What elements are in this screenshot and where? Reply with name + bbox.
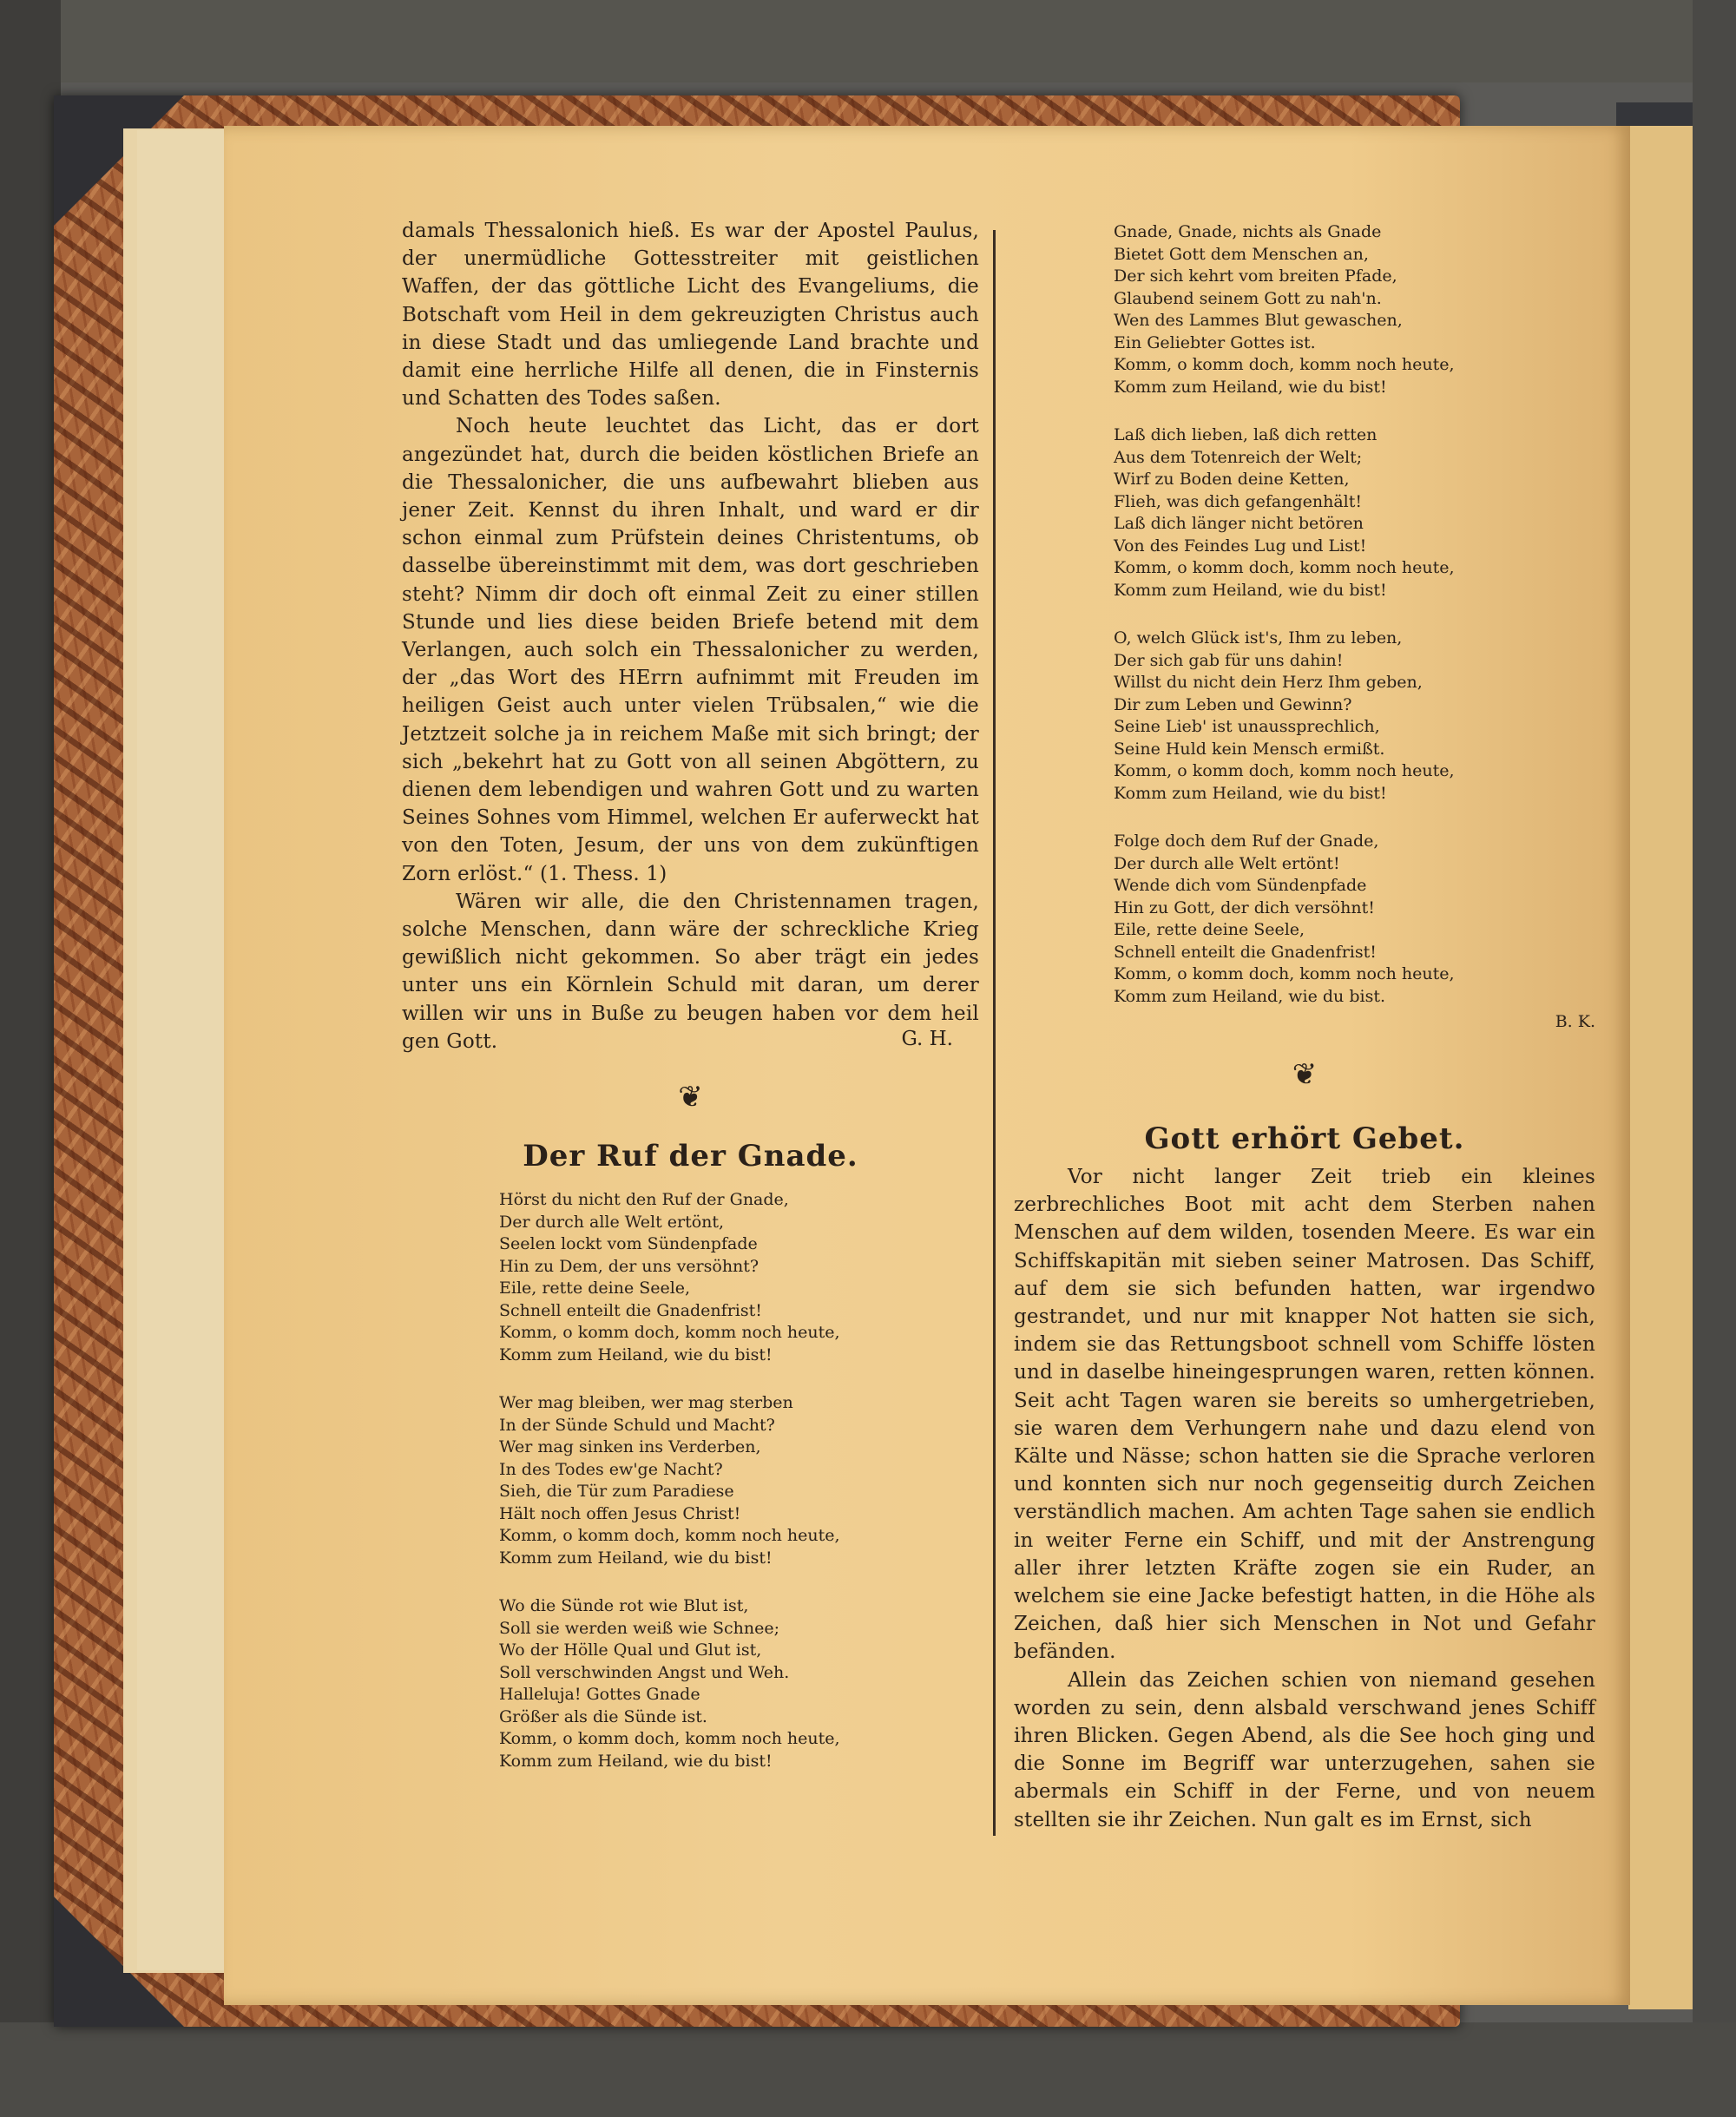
scanner-background-top (0, 0, 1736, 82)
poem-line: Komm zum Heiland, wie du bist! (1114, 783, 1387, 803)
poem-signature: B. K. (1555, 1012, 1595, 1031)
poem-line: Halleluja! Gottes Gnade (499, 1685, 700, 1705)
left-column (402, 217, 979, 1798)
author-signature: G. H. (901, 1028, 953, 1051)
poem-line: Von des Feindes Lug und List! (1114, 536, 1367, 556)
section-ornament: ❦ (678, 1080, 703, 1115)
poem-line: Der sich kehrt vom breiten Pfade, (1114, 266, 1397, 286)
article-paragraph: Wären wir alle, die den Christennamen tragen, solche Menschen, dann wäre der schreckliche Krieg gewißlich nicht gekommen. So aber trägt ein jedes unter uns ein Körnlein Schuld mit daran, um derer willen wir uns in Buße zu beugen haben vor dem heil gen Gott. (402, 890, 979, 1053)
poem-stanza (499, 1189, 979, 1366)
poem-line: In des Todes ew'ge Nacht? (499, 1459, 723, 1479)
poem-stanza (499, 1392, 979, 1569)
poem-line: Komm zum Heiland, wie du bist! (1114, 580, 1387, 600)
poem-line: Komm zum Heiland, wie du bist! (499, 1344, 773, 1364)
article-paragraph: damals Thessalonich hieß. Es war der Apostel Paulus, der unermüdliche Gottesstreiter mit geistlichen Waffen, der das göttliche Licht des Evangeliums, die Botschaft vom Heil in dem gekreuzigten Christus auch in diese Stadt und das umliegende Land brachte und damit eine herrliche Hilfe all denen, die in Finsternis und Schatten des Todes saßen. (402, 220, 979, 411)
poem-line: Der durch alle Welt ertönt, (499, 1212, 725, 1232)
poem-line: Folge doch dem Ruf der Gnade, (1114, 832, 1379, 851)
poem-line: Komm, o komm doch, komm noch heute, (1114, 558, 1455, 577)
scanner-background-right (1693, 0, 1736, 2117)
poem-line: Komm, o komm doch, komm noch heute, (1114, 355, 1455, 374)
poem-stanza (499, 1595, 979, 1772)
poem-line: Aus dem Totenreich der Welt; (1114, 447, 1363, 467)
poem-line: Komm, o komm doch, komm noch heute, (499, 1729, 840, 1749)
poem-title: Der Ruf der Gnade. (523, 1139, 858, 1174)
poem-line: Komm zum Heiland, wie du bist! (499, 1548, 773, 1568)
poem-line: Flieh, was dich gefangenhält! (1114, 491, 1362, 511)
poem-line: Schnell enteilt die Gnadenfrist! (1114, 942, 1377, 962)
poem-line: Schnell enteilt die Gnadenfrist! (499, 1300, 762, 1320)
poem-line: Hörst du nicht den Ruf der Gnade, (499, 1190, 789, 1210)
article-paragraph: Allein das Zeichen schien von niemand gesehen worden zu sein, denn alsbald verschwand jenes Schiff ihren Blicken. Gegen Abend, als die See hoch ging und die Sonne im Begriff war unterzugehen, sahen sie abermals ein Schiff in der Ferne, und von neuem stellten sie ihr Zeichen. Nun galt es im Ernst, sich (1014, 1668, 1595, 1831)
poem-line: O, welch Glück ist's, Ihm zu leben, (1114, 628, 1403, 648)
article-paragraph: Noch heute leuchtet das Licht, das er dort angezündet hat, durch die beiden köstlichen Briefe an die Thessalonicher, die uns aufbewahrt blieben aus jener Zeit. Kennst du ihren Inhalt, und ward er dir schon einmal zum Prüfstein deines Christentums, ob dasselbe übereinstimmt mit dem, was dort geschrieben steht? Nimm dir doch oft einmal Zeit zu einer stillen Stunde und lies diese beiden Briefe betend mit dem Verlangen, auch solch ein Thessalonicher zu werden, der „das Wort des HErrn aufnimmt mit Freuden im heiligen Geist auch unter vielen Trübsalen,“ wie die Jetztzeit solche ja in reichem Maße mit sich bringt; der sich „bekehrt hat zu Gott von all seinen Abgöttern, zu dienen dem lebendigen und wahren Gott und zu warten Seines Sohnes vom Himmel, welchen Er auferweckt hat von den Toten, Jesum, der uns von dem zukünftigen Zorn erlöst.“ (1. Thess. 1) (402, 415, 979, 885)
poem-line: Komm zum Heiland, wie du bist! (1114, 377, 1387, 397)
poem-line: Seine Huld kein Mensch ermißt. (1114, 739, 1385, 759)
poem-line: Laß dich länger nicht betören (1114, 514, 1364, 533)
poem-line: Laß dich lieben, laß dich retten (1114, 425, 1378, 444)
poem-line: Eile, rette deine Seele, (499, 1279, 691, 1298)
poem-stanza (1114, 424, 1595, 602)
poem-line: Komm, o komm doch, komm noch heute, (1114, 964, 1455, 983)
column-divider-rule (993, 230, 996, 1836)
poem-line: Seelen lockt vom Sündenpfade (499, 1234, 758, 1254)
poem-line: Sieh, die Tür zum Paradiese (499, 1482, 734, 1502)
poem-line: Größer als die Sünde ist. (499, 1706, 707, 1726)
facing-page-edge (1628, 126, 1693, 2009)
poem-line: Willst du nicht dein Herz Ihm geben, (1114, 673, 1423, 692)
article-paragraph: Vor nicht langer Zeit trieb ein kleines zerbrechliches Boot mit acht dem Sterben nahen Menschen auf dem wilden, tosenden Meere. Es war ein Schiffskapitän mit sieben seiner Matrosen. Das Schiff, auf dem sie sich befunden hatten, war irgendwo gestrandet, und nur mit knapper Not hatten sie sich, indem sie das Rettungsboot schnell vom Schiffe lösten und in daselbe hineingesprungen waren, retten können. Seit acht Tagen waren sie bereits so umhergetrieben, sie waren dem Verhungern nahe und dazu elend von Kälte und Nässe; schon hatten sie die Sprache verloren und konnten sich nur noch gegenseitig durch Zeichen verständlich machen. Am achten Tage sahen sie endlich in weiter Ferne ein Schiff, und mit der Anstrengung aller ihrer letzten Kräfte zogen sie ein Ruder, an welchem sie eine Jacke befestigt hatten, in die Höhe als Zeichen, daß hier sich Menschen in Not und Gefahr befänden. (1014, 1166, 1595, 1664)
poem-line: Hält noch offen Jesus Christ! (499, 1503, 741, 1523)
poem-line: Glaubend seinem Gott zu nah'n. (1114, 288, 1382, 308)
poem-line: Hin zu Dem, der uns versöhnt? (499, 1256, 760, 1276)
poem-line: Komm, o komm doch, komm noch heute, (499, 1526, 840, 1546)
poem-line: Wo der Hölle Qual und Glut ist, (499, 1640, 762, 1660)
poem-line: Wende dich vom Sündenpfade (1114, 876, 1367, 895)
article-title: Gott erhört Gebet. (1144, 1121, 1465, 1156)
poem-line: Wer mag sinken ins Verderben, (499, 1437, 761, 1457)
poem-stanza (1114, 831, 1595, 1008)
poem-line: Ein Geliebter Gottes ist. (1114, 332, 1316, 352)
scanner-background-bottom (0, 2022, 1736, 2117)
poem-line: Komm, o komm doch, komm noch heute, (1114, 761, 1455, 780)
poem-continued (1114, 221, 1595, 1008)
poem-line: Wen des Lammes Blut gewaschen, (1114, 311, 1403, 330)
poem-line: Wirf zu Boden deine Ketten, (1114, 470, 1350, 489)
poem-line: Eile, rette deine Seele, (1114, 920, 1305, 939)
poem-line: Soll sie werden weiß wie Schnee; (499, 1618, 779, 1638)
poem-line: Wo die Sünde rot wie Blut ist, (499, 1596, 749, 1616)
poem-line: Komm zum Heiland, wie du bist. (1114, 986, 1385, 1006)
right-column (1014, 221, 1595, 1834)
poem-line: Gnade, Gnade, nichts als Gnade (1114, 222, 1382, 241)
printed-page (224, 126, 1630, 2005)
poem (499, 1189, 979, 1772)
poem-line: Wer mag bleiben, wer mag sterben (499, 1393, 793, 1413)
poem-line: Soll verschwinden Angst und Weh. (499, 1662, 790, 1682)
poem-line: Komm zum Heiland, wie du bist! (499, 1751, 773, 1771)
poem-line: Komm, o komm doch, komm noch heute, (499, 1323, 840, 1343)
poem-line: Bietet Gott dem Menschen an, (1114, 244, 1369, 264)
poem-line: Der durch alle Welt ertönt! (1114, 853, 1340, 873)
poem-line: In der Sünde Schuld und Macht? (499, 1415, 775, 1435)
poem-line: Hin zu Gott, der dich versöhnt! (1114, 897, 1375, 917)
poem-line: Der sich gab für uns dahin! (1114, 650, 1344, 670)
poem-stanza (1114, 221, 1595, 398)
poem-stanza (1114, 628, 1595, 805)
poem-line: Seine Lieb' ist unaussprechlich, (1114, 717, 1380, 736)
poem-line: Dir zum Leben und Gewinn? (1114, 694, 1352, 714)
section-ornament: ❦ (1292, 1057, 1318, 1092)
scanner-background-left (0, 0, 61, 2117)
